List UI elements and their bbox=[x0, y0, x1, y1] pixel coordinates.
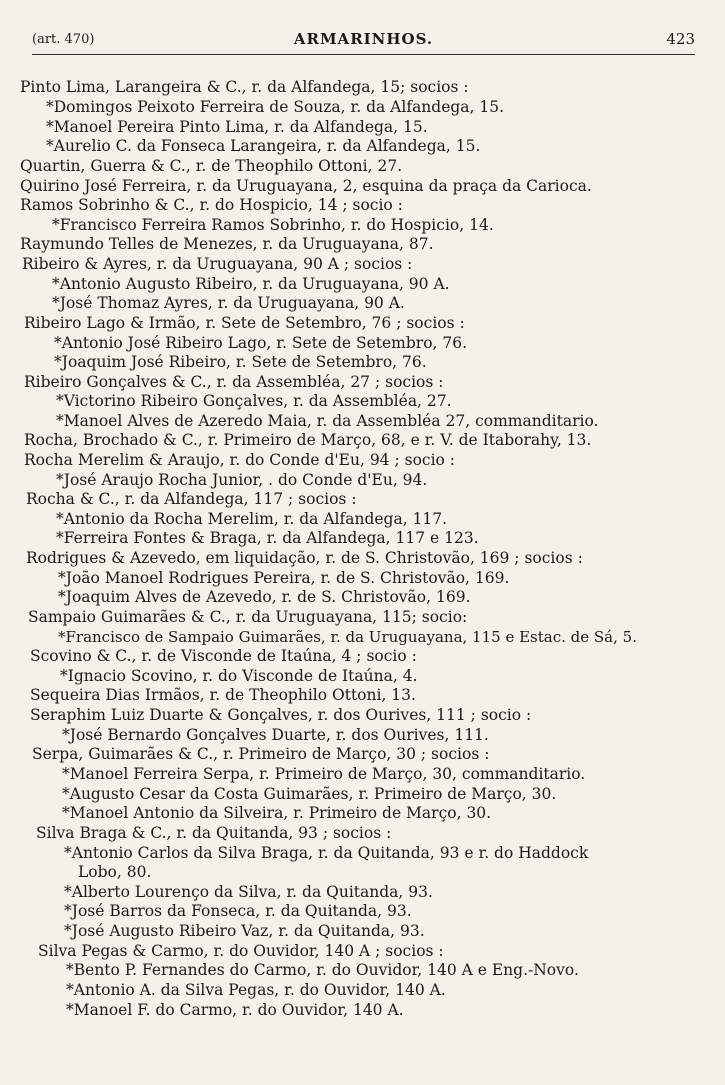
entry-line: Quirino José Ferreira, r. da Uruguayana, 2, esquina da praça da Carioca. bbox=[20, 177, 592, 195]
entry-line: *Joaquim Alves de Azevedo, r. de S. Christovão, 169. bbox=[58, 588, 471, 606]
entry-line: Seraphim Luiz Duarte & Gonçalves, r. dos Ourives, 111 ; socio : bbox=[30, 706, 532, 724]
entry-line: *Antonio da Rocha Merelim, r. da Alfandega, 117. bbox=[56, 510, 448, 528]
entry-line: *Antonio Carlos da Silva Braga, r. da Quitanda, 93 e r. do Haddock bbox=[64, 844, 589, 862]
entry-line: *Augusto Cesar da Costa Guimarães, r. Primeiro de Março, 30. bbox=[62, 785, 557, 803]
entry-line: *Victorino Ribeiro Gonçalves, r. da Assembléa, 27. bbox=[56, 392, 452, 410]
entry-line: *Ignacio Scovino, r. do Visconde de Itaúna, 4. bbox=[60, 667, 418, 685]
entry-line: *João Manoel Rodrigues Pereira, r. de S. Christovão, 169. bbox=[58, 569, 510, 587]
entry-line: Ribeiro & Ayres, r. da Uruguayana, 90 A ; socios : bbox=[22, 255, 413, 273]
page-number: 423 bbox=[666, 30, 695, 48]
entry-line: *Joaquim José Ribeiro, r. Sete de Setembro, 76. bbox=[54, 353, 427, 371]
entry-line: Pinto Lima, Larangeira & C., r. da Alfandega, 15; socios : bbox=[20, 78, 469, 96]
entry-line: Ribeiro Gonçalves & C., r. da Assembléa, 27 ; socios : bbox=[24, 373, 444, 391]
article-ref: (art. 470) bbox=[32, 32, 95, 47]
entry-line: Sequeira Dias Irmãos, r. de Theophilo Ottoni, 13. bbox=[30, 686, 416, 704]
entry-line: *Manoel F. do Carmo, r. do Ouvidor, 140 A. bbox=[66, 1001, 404, 1019]
entry-line: Rocha & C., r. da Alfandega, 117 ; socios : bbox=[26, 490, 357, 508]
entry-line: *Francisco Ferreira Ramos Sobrinho, r. do Hospicio, 14. bbox=[52, 216, 494, 234]
entry-line: *Antonio Augusto Ribeiro, r. da Uruguayana, 90 A. bbox=[52, 275, 450, 293]
entry-line: *Manoel Alves de Azeredo Maia, r. da Assembléa 27, commanditario. bbox=[56, 412, 599, 430]
entry-line: *Alberto Lourenço da Silva, r. da Quitanda, 93. bbox=[64, 883, 433, 901]
entry-line: Rocha Merelim & Araujo, r. do Conde d'Eu, 94 ; socio : bbox=[24, 451, 456, 469]
entry-line: Lobo, 80. bbox=[78, 863, 152, 881]
entry-line: Silva Pegas & Carmo, r. do Ouvidor, 140 A ; socios : bbox=[38, 942, 444, 960]
entry-line: Silva Braga & C., r. da Quitanda, 93 ; socios : bbox=[36, 824, 392, 842]
entry-line: Quartin, Guerra & C., r. de Theophilo Ottoni, 27. bbox=[20, 157, 403, 175]
entry-line: *Manoel Ferreira Serpa, r. Primeiro de Março, 30, commanditario. bbox=[62, 765, 586, 783]
entry-line: Sampaio Guimarães & C., r. da Uruguayana, 115; socio: bbox=[28, 608, 468, 626]
entry-line: Rodrigues & Azevedo, em liquidação, r. de S. Christovão, 169 ; socios : bbox=[26, 549, 583, 567]
entry-line: *Manoel Antonio da Silveira, r. Primeiro de Março, 30. bbox=[62, 804, 492, 822]
entry-line: Ribeiro Lago & Irmão, r. Sete de Setembro, 76 ; socios : bbox=[24, 314, 465, 332]
entry-line: Raymundo Telles de Menezes, r. da Uruguayana, 87. bbox=[20, 235, 434, 253]
entry-line: *José Araujo Rocha Junior, . do Conde d'Eu, 94. bbox=[56, 471, 428, 489]
page-header bbox=[32, 28, 695, 54]
header-rule bbox=[32, 54, 695, 55]
entry-line: *Domingos Peixoto Ferreira de Souza, r. da Alfandega, 15. bbox=[46, 98, 505, 116]
entry-line: *José Bernardo Gonçalves Duarte, r. dos Ourives, 111. bbox=[62, 726, 489, 744]
entry-line: *José Augusto Ribeiro Vaz, r. da Quitanda, 93. bbox=[64, 922, 425, 940]
entry-line: *Ferreira Fontes & Braga, r. da Alfandega, 117 e 123. bbox=[56, 529, 479, 547]
entry-line: Ramos Sobrinho & C., r. do Hospicio, 14 ; socio : bbox=[20, 196, 403, 214]
entry-line: Serpa, Guimarães & C., r. Primeiro de Março, 30 ; socios : bbox=[32, 745, 490, 763]
entry-line: *José Barros da Fonseca, r. da Quitanda, 93. bbox=[64, 902, 412, 920]
entry-line: *José Thomaz Ayres, r. da Uruguayana, 90 A. bbox=[52, 294, 405, 312]
entry-line: *Manoel Pereira Pinto Lima, r. da Alfandega, 15. bbox=[46, 118, 428, 136]
entry-line: *Bento P. Fernandes do Carmo, r. do Ouvidor, 140 A e Eng.-Novo. bbox=[66, 961, 579, 979]
entry-line: Rocha, Brochado & C., r. Primeiro de Março, 68, e r. V. de Itaborahy, 13. bbox=[24, 431, 592, 449]
entry-line: Scovino & C., r. de Visconde de Itaúna, 4 ; socio : bbox=[30, 647, 417, 665]
entry-line: *Francisco de Sampaio Guimarães, r. da Uruguayana, 115 e Estac. de Sá, 5. bbox=[58, 628, 637, 646]
entry-line: *Antonio A. da Silva Pegas, r. do Ouvidor, 140 A. bbox=[66, 981, 446, 999]
entry-line: *Antonio José Ribeiro Lago, r. Sete de Setembro, 76. bbox=[54, 334, 468, 352]
page-title: ARMARINHOS. bbox=[293, 30, 434, 48]
entry-line: *Aurelio C. da Fonseca Larangeira, r. da Alfandega, 15. bbox=[46, 137, 481, 155]
